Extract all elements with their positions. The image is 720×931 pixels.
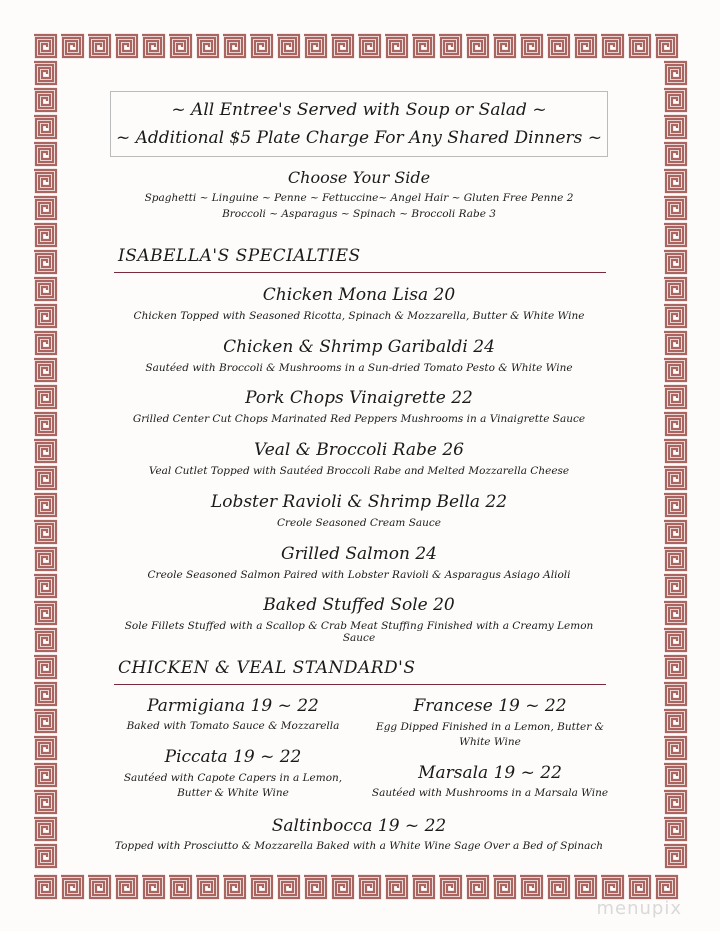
spiral-tile	[115, 876, 137, 898]
sides-pasta-line: Spaghetti ~ Linguine ~ Penne ~ Fettuccine~ Angel Hair ~ Gluten Free Penne 2	[144, 192, 574, 204]
specialty-item	[110, 440, 608, 477]
spiral-tile	[358, 876, 380, 898]
dish-desc-line1: Sautéed with Capote Capers in a Lemon,	[123, 772, 343, 784]
dish-name: Chicken & Shrimp Garibaldi 24	[223, 336, 495, 357]
spiral-tile	[664, 764, 686, 786]
dish-desc: Creole Seasoned Salmon Paired with Lobster Ravioli & Asparagus Asiago Alioli	[147, 568, 571, 581]
spiral-tile	[223, 876, 245, 898]
spiral-tile	[664, 251, 686, 273]
dish-desc: Creole Seasoned Cream Sauce	[276, 516, 442, 529]
spiral-tile	[466, 35, 488, 57]
entree-notice-banner	[110, 91, 608, 157]
spiral-tile	[664, 413, 686, 435]
specialty-item	[110, 337, 608, 374]
dish-desc-line1: Egg Dipped Finished in a Lemon, Butter &	[376, 721, 604, 733]
dish-desc: Grilled Center Cut Chops Marinated Red Peppers Mushrooms in a Vinaigrette Sauce	[132, 413, 586, 426]
dish-name: Grilled Salmon 24	[281, 543, 437, 564]
spiral-tile	[223, 35, 245, 57]
spiral-tile	[34, 629, 56, 651]
dish-desc: Topped with Prosciutto & Mozzarella Baked with a White Wine Sage Over a Bed of Spinach	[114, 840, 604, 852]
spiral-tile	[664, 89, 686, 111]
spiral-tile	[664, 845, 686, 867]
spiral-tile	[196, 35, 218, 57]
spiral-tile	[664, 521, 686, 543]
dish-desc: Sautéed with Broccoli & Mushrooms in a Sun-dried Tomato Pesto & White Wine	[145, 361, 573, 374]
dish-piccata	[110, 747, 356, 801]
spiral-tile	[664, 737, 686, 759]
spiral-tile	[34, 35, 56, 57]
dish-francese	[362, 696, 618, 750]
spiral-tile	[61, 35, 83, 57]
spiral-tile	[439, 876, 461, 898]
spiral-tile	[385, 35, 407, 57]
spiral-tile	[34, 413, 56, 435]
spiral-tile	[250, 35, 272, 57]
specialty-item	[110, 285, 608, 322]
spiral-tile	[664, 224, 686, 246]
spiral-tile	[547, 876, 569, 898]
dish-name: Lobster Ravioli & Shrimp Bella 22	[210, 491, 508, 512]
spiral-tile	[169, 876, 191, 898]
spiral-tile	[34, 467, 56, 489]
dish-name: Pork Chops Vinaigrette 22	[245, 388, 473, 409]
spiral-tile	[34, 359, 56, 381]
spiral-tile	[664, 332, 686, 354]
spiral-tile	[358, 35, 380, 57]
spiral-tile	[277, 876, 299, 898]
spiral-tile	[34, 332, 56, 354]
spiral-tile	[664, 656, 686, 678]
dish-name: Veal & Broccoli Rabe 26	[253, 440, 464, 461]
dish-desc: Sautéed with Mushrooms in a Marsala Wine	[371, 787, 609, 799]
spiral-tile	[385, 876, 407, 898]
spiral-tile	[664, 818, 686, 840]
spiral-tile	[34, 791, 56, 813]
spiral-tile	[412, 876, 434, 898]
spiral-tile	[34, 602, 56, 624]
dish-desc-line2: White Wine	[459, 736, 521, 748]
spiral-tile	[574, 35, 596, 57]
spiral-tile	[655, 876, 677, 898]
dish-name: Chicken Mona Lisa 20	[262, 285, 456, 305]
spiral-tile	[34, 548, 56, 570]
spiral-tile	[34, 845, 56, 867]
spiral-tile	[664, 791, 686, 813]
spiral-tile	[628, 876, 650, 898]
spiral-tile	[34, 818, 56, 840]
spiral-tile	[439, 35, 461, 57]
spiral-tile	[304, 35, 326, 57]
spiral-tile	[34, 876, 56, 898]
standards-heading: CHICKEN & VEAL STANDARD'S	[118, 658, 416, 678]
spiral-tile	[115, 35, 137, 57]
dish-name: Baked Stuffed Sole 20	[263, 595, 455, 616]
spiral-tile	[664, 197, 686, 219]
spiral-tile	[34, 305, 56, 327]
specialties-heading: ISABELLA'S SPECIALTIES	[118, 246, 361, 266]
spiral-tile	[34, 521, 56, 543]
spiral-tile	[304, 876, 326, 898]
spiral-tile	[34, 278, 56, 300]
spiral-tile	[664, 710, 686, 732]
spiral-tile	[34, 89, 56, 111]
spiral-tile	[466, 876, 488, 898]
spiral-tile	[34, 494, 56, 516]
spiral-tile	[664, 359, 686, 381]
spiral-tile	[664, 575, 686, 597]
standards-rule	[114, 684, 606, 685]
spiral-tile	[34, 386, 56, 408]
spiral-tile	[664, 386, 686, 408]
spiral-tile	[142, 35, 164, 57]
spiral-tile	[34, 737, 56, 759]
spiral-tile	[34, 764, 56, 786]
spiral-tile	[88, 35, 110, 57]
spiral-tile	[664, 143, 686, 165]
spiral-tile	[34, 575, 56, 597]
spiral-tile	[601, 35, 623, 57]
spiral-tile	[88, 876, 110, 898]
spiral-tile	[547, 35, 569, 57]
spiral-tile	[331, 35, 353, 57]
notice-soup-salad: ~ All Entree's Served with Soup or Salad ~	[171, 100, 547, 120]
dish-marsala	[362, 763, 618, 799]
spiral-tile	[664, 548, 686, 570]
spiral-tile	[664, 62, 686, 84]
spiral-tile	[34, 170, 56, 192]
dish-desc: Chicken Topped with Seasoned Ricotta, Spinach & Mozzarella, Butter & White Wine	[133, 310, 585, 322]
spiral-tile	[196, 876, 218, 898]
spiral-tile	[664, 602, 686, 624]
dish-name: Parmigiana 19 ~ 22	[147, 696, 319, 716]
spiral-tile	[277, 35, 299, 57]
notice-shared-charge: ~ Additional $5 Plate Charge For Any Shared Dinners ~	[115, 128, 603, 148]
spiral-tile	[628, 35, 650, 57]
spiral-tile	[34, 224, 56, 246]
spiral-tile	[493, 35, 515, 57]
spiral-tile	[250, 876, 272, 898]
spiral-tile	[34, 440, 56, 462]
dish-name: Marsala 19 ~ 22	[418, 763, 562, 783]
spiral-tile	[169, 35, 191, 57]
spiral-tile	[655, 35, 677, 57]
specialty-item	[110, 544, 608, 581]
spiral-tile	[520, 35, 542, 57]
spiral-tile	[664, 305, 686, 327]
spiral-tile	[664, 170, 686, 192]
spiral-tile	[61, 876, 83, 898]
spiral-tile	[34, 197, 56, 219]
dish-name: Francese 19 ~ 22	[413, 696, 567, 716]
spiral-tile	[664, 116, 686, 138]
spiral-tile	[520, 876, 542, 898]
spiral-tile	[664, 683, 686, 705]
spiral-tile	[331, 876, 353, 898]
spiral-tile	[34, 683, 56, 705]
dish-desc: Baked with Tomato Sauce & Mozzarella	[126, 720, 340, 732]
spiral-tile	[664, 494, 686, 516]
spiral-tile	[34, 62, 56, 84]
dish-parmigiana	[110, 696, 356, 732]
spiral-tile	[664, 278, 686, 300]
spiral-tile	[493, 876, 515, 898]
spiral-tile	[34, 143, 56, 165]
specialty-item	[110, 595, 608, 644]
spiral-tile	[412, 35, 434, 57]
dish-name: Saltinbocca 19 ~ 22	[271, 816, 447, 836]
spiral-tile	[664, 629, 686, 651]
specialties-rule	[114, 272, 606, 273]
specialty-item	[110, 492, 608, 529]
spiral-tile	[664, 467, 686, 489]
specialty-item	[110, 388, 608, 425]
spiral-tile	[34, 251, 56, 273]
dish-desc-line2: Butter & White Wine	[177, 787, 289, 799]
spiral-tile	[34, 710, 56, 732]
dish-saltinbocca	[110, 816, 608, 852]
sides-veg-line: Broccoli ~ Asparagus ~ Spinach ~ Broccoli Rabe 3	[222, 208, 496, 220]
dish-name: Piccata 19 ~ 22	[164, 747, 302, 767]
spiral-tile	[34, 116, 56, 138]
spiral-tile	[34, 656, 56, 678]
spiral-tile	[664, 440, 686, 462]
spiral-tile	[601, 876, 623, 898]
dish-desc: Veal Cutlet Topped with Sautéed Broccoli Rabe and Melted Mozzarella Cheese	[148, 465, 570, 478]
menupix-watermark: menupix	[596, 898, 682, 919]
spiral-tile	[574, 876, 596, 898]
dish-desc: Sole Fillets Stuffed with a Scallop & Crab Meat Stuffing Finished with a Creamy Lemon Sauce	[124, 620, 594, 645]
sides-title: Choose Your Side	[287, 168, 431, 187]
spiral-tile	[142, 876, 164, 898]
